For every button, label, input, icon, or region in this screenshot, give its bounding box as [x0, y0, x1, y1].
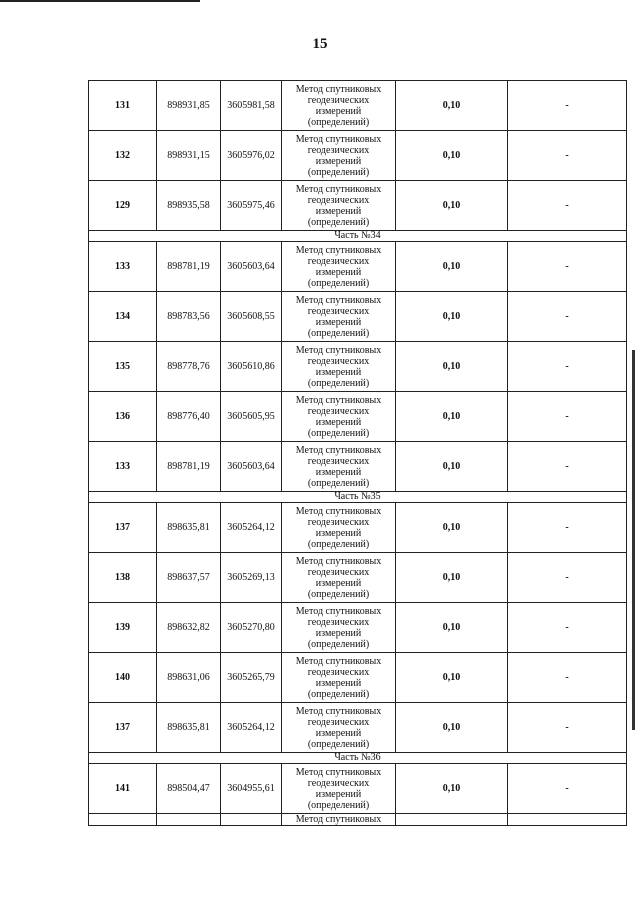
method-line: (определений) [307, 738, 370, 750]
method-cell [282, 292, 396, 342]
y-coordinate-cell: 3605975,46 [221, 181, 282, 231]
y-coordinate-cell: 3605605,95 [221, 392, 282, 442]
method-cell [282, 653, 396, 703]
method-cell [282, 442, 396, 492]
method-line: измерений [315, 627, 362, 639]
method-line: (определений) [307, 216, 370, 228]
table-row [89, 392, 627, 442]
accuracy-cell: 0,10 [396, 653, 508, 703]
x-coordinate-cell: 898781,19 [157, 442, 221, 492]
x-coordinate-cell: 898504,47 [157, 764, 221, 814]
note-cell: - [508, 603, 627, 653]
table-row [89, 603, 627, 653]
accuracy-cell: 0,10 [396, 181, 508, 231]
point-id-cell [89, 814, 157, 826]
method-line: измерений [315, 466, 362, 478]
method-line: измерений [315, 788, 362, 800]
method-line: Метод спутниковых [295, 605, 382, 617]
y-coordinate-cell: 3605265,79 [221, 653, 282, 703]
x-coordinate-cell: 898935,58 [157, 181, 221, 231]
part-label: Часть №35 [89, 492, 627, 503]
method-line: геодезических [307, 94, 370, 106]
method-cell [282, 503, 396, 553]
note-cell: - [508, 292, 627, 342]
table-row [89, 342, 627, 392]
note-cell: - [508, 553, 627, 603]
x-coordinate-cell: 898635,81 [157, 503, 221, 553]
y-coordinate-cell: 3605981,58 [221, 81, 282, 131]
method-line: измерений [315, 677, 362, 689]
table-row [89, 764, 627, 814]
table-row [89, 442, 627, 492]
accuracy-cell: 0,10 [396, 442, 508, 492]
accuracy-cell: 0,10 [396, 553, 508, 603]
table-row-partial [89, 814, 627, 826]
method-line: (определений) [307, 799, 370, 811]
method-line: геодезических [307, 616, 370, 628]
y-coordinate-cell: 3605264,12 [221, 503, 282, 553]
accuracy-cell: 0,10 [396, 131, 508, 181]
method-cell [282, 392, 396, 442]
method-line: (определений) [307, 538, 370, 550]
method-line: Метод спутниковых [295, 705, 382, 717]
method-line: геодезических [307, 144, 370, 156]
point-id-cell: 139 [89, 603, 157, 653]
accuracy-cell: 0,10 [396, 242, 508, 292]
method-cell [282, 764, 396, 814]
method-line: геодезических [307, 716, 370, 728]
coordinates-table [88, 80, 627, 826]
method-line: геодезических [307, 777, 370, 789]
method-line: измерений [315, 727, 362, 739]
method-line: Метод спутниковых [295, 83, 382, 95]
method-line: измерений [315, 416, 362, 428]
x-coordinate-cell: 898637,57 [157, 553, 221, 603]
note-cell: - [508, 703, 627, 753]
page-number: 15 [312, 36, 328, 52]
accuracy-cell [396, 814, 508, 826]
y-coordinate-cell: 3605270,80 [221, 603, 282, 653]
method-line: Метод спутниковых [295, 444, 382, 456]
method-cell [282, 553, 396, 603]
note-cell: - [508, 503, 627, 553]
method-line: геодезических [307, 255, 370, 267]
note-cell [508, 814, 627, 826]
method-line: измерений [315, 105, 362, 117]
method-line: Метод спутниковых [295, 555, 382, 567]
part-header-row [89, 492, 627, 503]
point-id-cell: 137 [89, 703, 157, 753]
point-id-cell: 133 [89, 442, 157, 492]
y-coordinate-cell: 3605603,64 [221, 242, 282, 292]
point-id-cell: 129 [89, 181, 157, 231]
method-line: геодезических [307, 355, 370, 367]
table-row [89, 81, 627, 131]
method-line: Метод спутниковых [295, 505, 382, 517]
method-line: геодезических [307, 455, 370, 467]
point-id-cell: 136 [89, 392, 157, 442]
method-line: (определений) [307, 166, 370, 178]
method-line: Метод спутниковых [295, 394, 382, 406]
method-line: геодезических [307, 405, 370, 417]
table-row [89, 131, 627, 181]
accuracy-cell: 0,10 [396, 603, 508, 653]
table-row [89, 653, 627, 703]
accuracy-cell: 0,10 [396, 764, 508, 814]
x-coordinate-cell: 898931,15 [157, 131, 221, 181]
method-cell [282, 703, 396, 753]
note-cell: - [508, 764, 627, 814]
table-row [89, 703, 627, 753]
note-cell: - [508, 181, 627, 231]
method-line: геодезических [307, 194, 370, 206]
point-id-cell: 140 [89, 653, 157, 703]
part-header-row [89, 753, 627, 764]
method-line: Метод спутниковых [295, 766, 382, 778]
method-cell: Метод спутниковых [282, 814, 396, 826]
point-id-cell: 133 [89, 242, 157, 292]
method-line: Метод спутниковых [295, 183, 382, 195]
point-id-cell: 138 [89, 553, 157, 603]
method-line: (определений) [307, 477, 370, 489]
y-coordinate-cell: 3605608,55 [221, 292, 282, 342]
point-id-cell: 141 [89, 764, 157, 814]
method-line: Метод спутниковых [295, 244, 382, 256]
method-line: (определений) [307, 638, 370, 650]
note-cell: - [508, 81, 627, 131]
method-line: измерений [315, 527, 362, 539]
method-line: геодезических [307, 666, 370, 678]
method-line: измерений [315, 577, 362, 589]
table-row [89, 553, 627, 603]
method-line: Метод спутниковых [295, 344, 382, 356]
method-line: геодезических [307, 305, 370, 317]
y-coordinate-cell: 3605264,12 [221, 703, 282, 753]
method-line: (определений) [307, 427, 370, 439]
method-cell [282, 181, 396, 231]
x-coordinate-cell: 898781,19 [157, 242, 221, 292]
method-cell [282, 603, 396, 653]
y-coordinate-cell: 3605603,64 [221, 442, 282, 492]
note-cell: - [508, 392, 627, 442]
method-cell [282, 81, 396, 131]
point-id-cell: 137 [89, 503, 157, 553]
y-coordinate-cell: 3604955,61 [221, 764, 282, 814]
method-line: (определений) [307, 688, 370, 700]
x-coordinate-cell: 898776,40 [157, 392, 221, 442]
part-header-row [89, 231, 627, 242]
table-row [89, 181, 627, 231]
y-coordinate-cell: 3605976,02 [221, 131, 282, 181]
note-cell: - [508, 131, 627, 181]
method-line: геодезических [307, 516, 370, 528]
top-edge-line [0, 0, 200, 2]
accuracy-cell: 0,10 [396, 342, 508, 392]
table-row [89, 503, 627, 553]
x-coordinate-cell: 898635,81 [157, 703, 221, 753]
part-label: Часть №34 [89, 231, 627, 242]
method-cell [282, 242, 396, 292]
note-cell: - [508, 653, 627, 703]
method-line: измерений [315, 205, 362, 217]
y-coordinate-cell [221, 814, 282, 826]
x-coordinate-cell: 898631,06 [157, 653, 221, 703]
table-row [89, 242, 627, 292]
x-coordinate-cell: 898931,85 [157, 81, 221, 131]
x-coordinate-cell: 898778,76 [157, 342, 221, 392]
note-cell: - [508, 342, 627, 392]
method-line: измерений [315, 266, 362, 278]
coordinates-table-body [89, 81, 627, 826]
x-coordinate-cell: 898632,82 [157, 603, 221, 653]
accuracy-cell: 0,10 [396, 81, 508, 131]
point-id-cell: 132 [89, 131, 157, 181]
method-line: (определений) [307, 116, 370, 128]
part-label: Часть №36 [89, 753, 627, 764]
point-id-cell: 134 [89, 292, 157, 342]
table-row [89, 292, 627, 342]
accuracy-cell: 0,10 [396, 292, 508, 342]
method-cell [282, 342, 396, 392]
method-line: Метод спутниковых [295, 655, 382, 667]
method-line: измерений [315, 155, 362, 167]
method-line: (определений) [307, 277, 370, 289]
accuracy-cell: 0,10 [396, 392, 508, 442]
x-coordinate-cell [157, 814, 221, 826]
note-cell: - [508, 242, 627, 292]
x-coordinate-cell: 898783,56 [157, 292, 221, 342]
method-line: (определений) [307, 588, 370, 600]
method-line: геодезических [307, 566, 370, 578]
point-id-cell: 131 [89, 81, 157, 131]
note-cell: - [508, 442, 627, 492]
method-line: (определений) [307, 327, 370, 339]
accuracy-cell: 0,10 [396, 703, 508, 753]
scan-edge-bar [632, 350, 635, 730]
method-line: Метод спутниковых [295, 294, 382, 306]
method-line: (определений) [307, 377, 370, 389]
method-line: измерений [315, 366, 362, 378]
method-line: измерений [315, 316, 362, 328]
accuracy-cell: 0,10 [396, 503, 508, 553]
method-line: Метод спутниковых [295, 133, 382, 145]
y-coordinate-cell: 3605269,13 [221, 553, 282, 603]
y-coordinate-cell: 3605610,86 [221, 342, 282, 392]
method-cell [282, 131, 396, 181]
point-id-cell: 135 [89, 342, 157, 392]
